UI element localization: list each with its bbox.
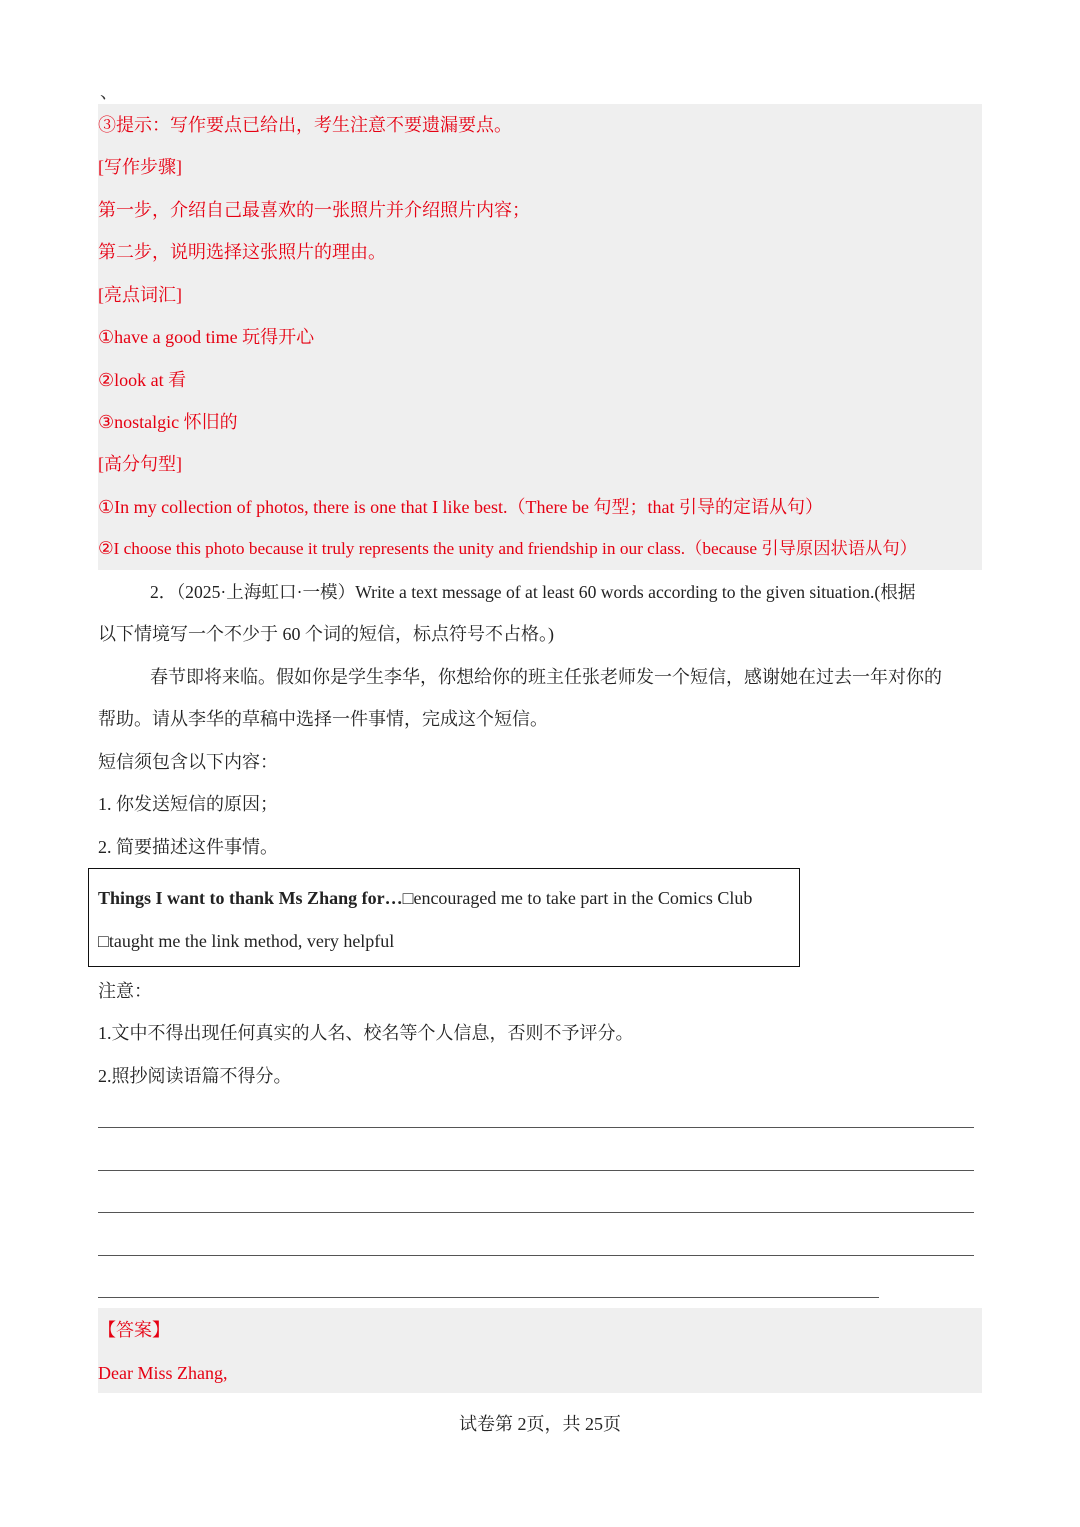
answer-heading: 【答案】 bbox=[98, 1320, 170, 1340]
draft-box-lead: Things I want to thank Ms Zhang for… bbox=[98, 888, 403, 908]
writing-line bbox=[98, 1297, 879, 1298]
vocab-item: ①have a good time 玩得开心 bbox=[98, 327, 315, 347]
vocab-item: ③nostalgic 怀旧的 bbox=[98, 412, 238, 432]
stray-mark: 、 bbox=[100, 82, 118, 102]
writing-line bbox=[98, 1170, 974, 1171]
writing-line bbox=[98, 1212, 974, 1213]
scenario-line-2: 帮助。请从李华的草稿中选择一件事情，完成这个短信。 bbox=[98, 709, 548, 729]
writing-line bbox=[98, 1127, 974, 1128]
answer-shade-block bbox=[98, 1308, 982, 1393]
sentence-item: ①In my collection of photos, there is one that I like best.（There be 句型；that 引导的定语从句） bbox=[98, 497, 823, 517]
vocab-item: ②look at 看 bbox=[98, 370, 187, 390]
draft-box-item-2: □taught me the link method, very helpful bbox=[98, 931, 395, 951]
steps-heading: [写作步骤] bbox=[98, 157, 182, 177]
question-2-line-2: 以下情境写一个不少于 60 个词的短信，标点符号不占格。) bbox=[98, 624, 554, 644]
note-item: 2.照抄阅读语篇不得分。 bbox=[98, 1066, 292, 1086]
requirement-item: 2. 简要描述这件事情。 bbox=[98, 837, 278, 857]
sentence-heading: [高分句型] bbox=[98, 454, 182, 474]
draft-box-item-1: □encouraged me to take part in the Comics Club bbox=[402, 888, 753, 908]
vocab-heading: [亮点词汇] bbox=[98, 285, 182, 305]
draft-box-line-1 bbox=[98, 886, 752, 910]
note-item: 1.文中不得出现任何真实的人名、校名等个人信息，否则不予评分。 bbox=[98, 1023, 634, 1043]
notes-heading: 注意： bbox=[98, 981, 152, 1001]
scenario-line-1: 春节即将来临。假如你是学生李华，你想给你的班主任张老师发一个短信，感谢她在过去一年对你的 bbox=[150, 667, 942, 687]
must-include-text: 短信须包含以下内容： bbox=[98, 752, 278, 772]
tip-text: ③提示：写作要点已给出，考生注意不要遗漏要点。 bbox=[98, 115, 512, 135]
sentence-item: ②I choose this photo because it truly represents the unity and friendship in our class.（because 引导原因状语从句） bbox=[98, 539, 917, 558]
step-2-text: 第二步，说明选择这张照片的理由。 bbox=[98, 242, 386, 262]
step-1-text: 第一步，介绍自己最喜欢的一张照片并介绍照片内容； bbox=[98, 200, 530, 220]
answer-greeting: Dear Miss Zhang, bbox=[98, 1363, 228, 1383]
page-footer: 试卷第 2页，共 25页 bbox=[459, 1414, 621, 1434]
requirement-item: 1. 你发送短信的原因； bbox=[98, 794, 278, 814]
writing-line bbox=[98, 1255, 974, 1256]
question-2-line-1: 2．（2025·上海虹口·一模）Write a text message of at least 60 words according to the given situation.(根据 bbox=[150, 582, 916, 602]
